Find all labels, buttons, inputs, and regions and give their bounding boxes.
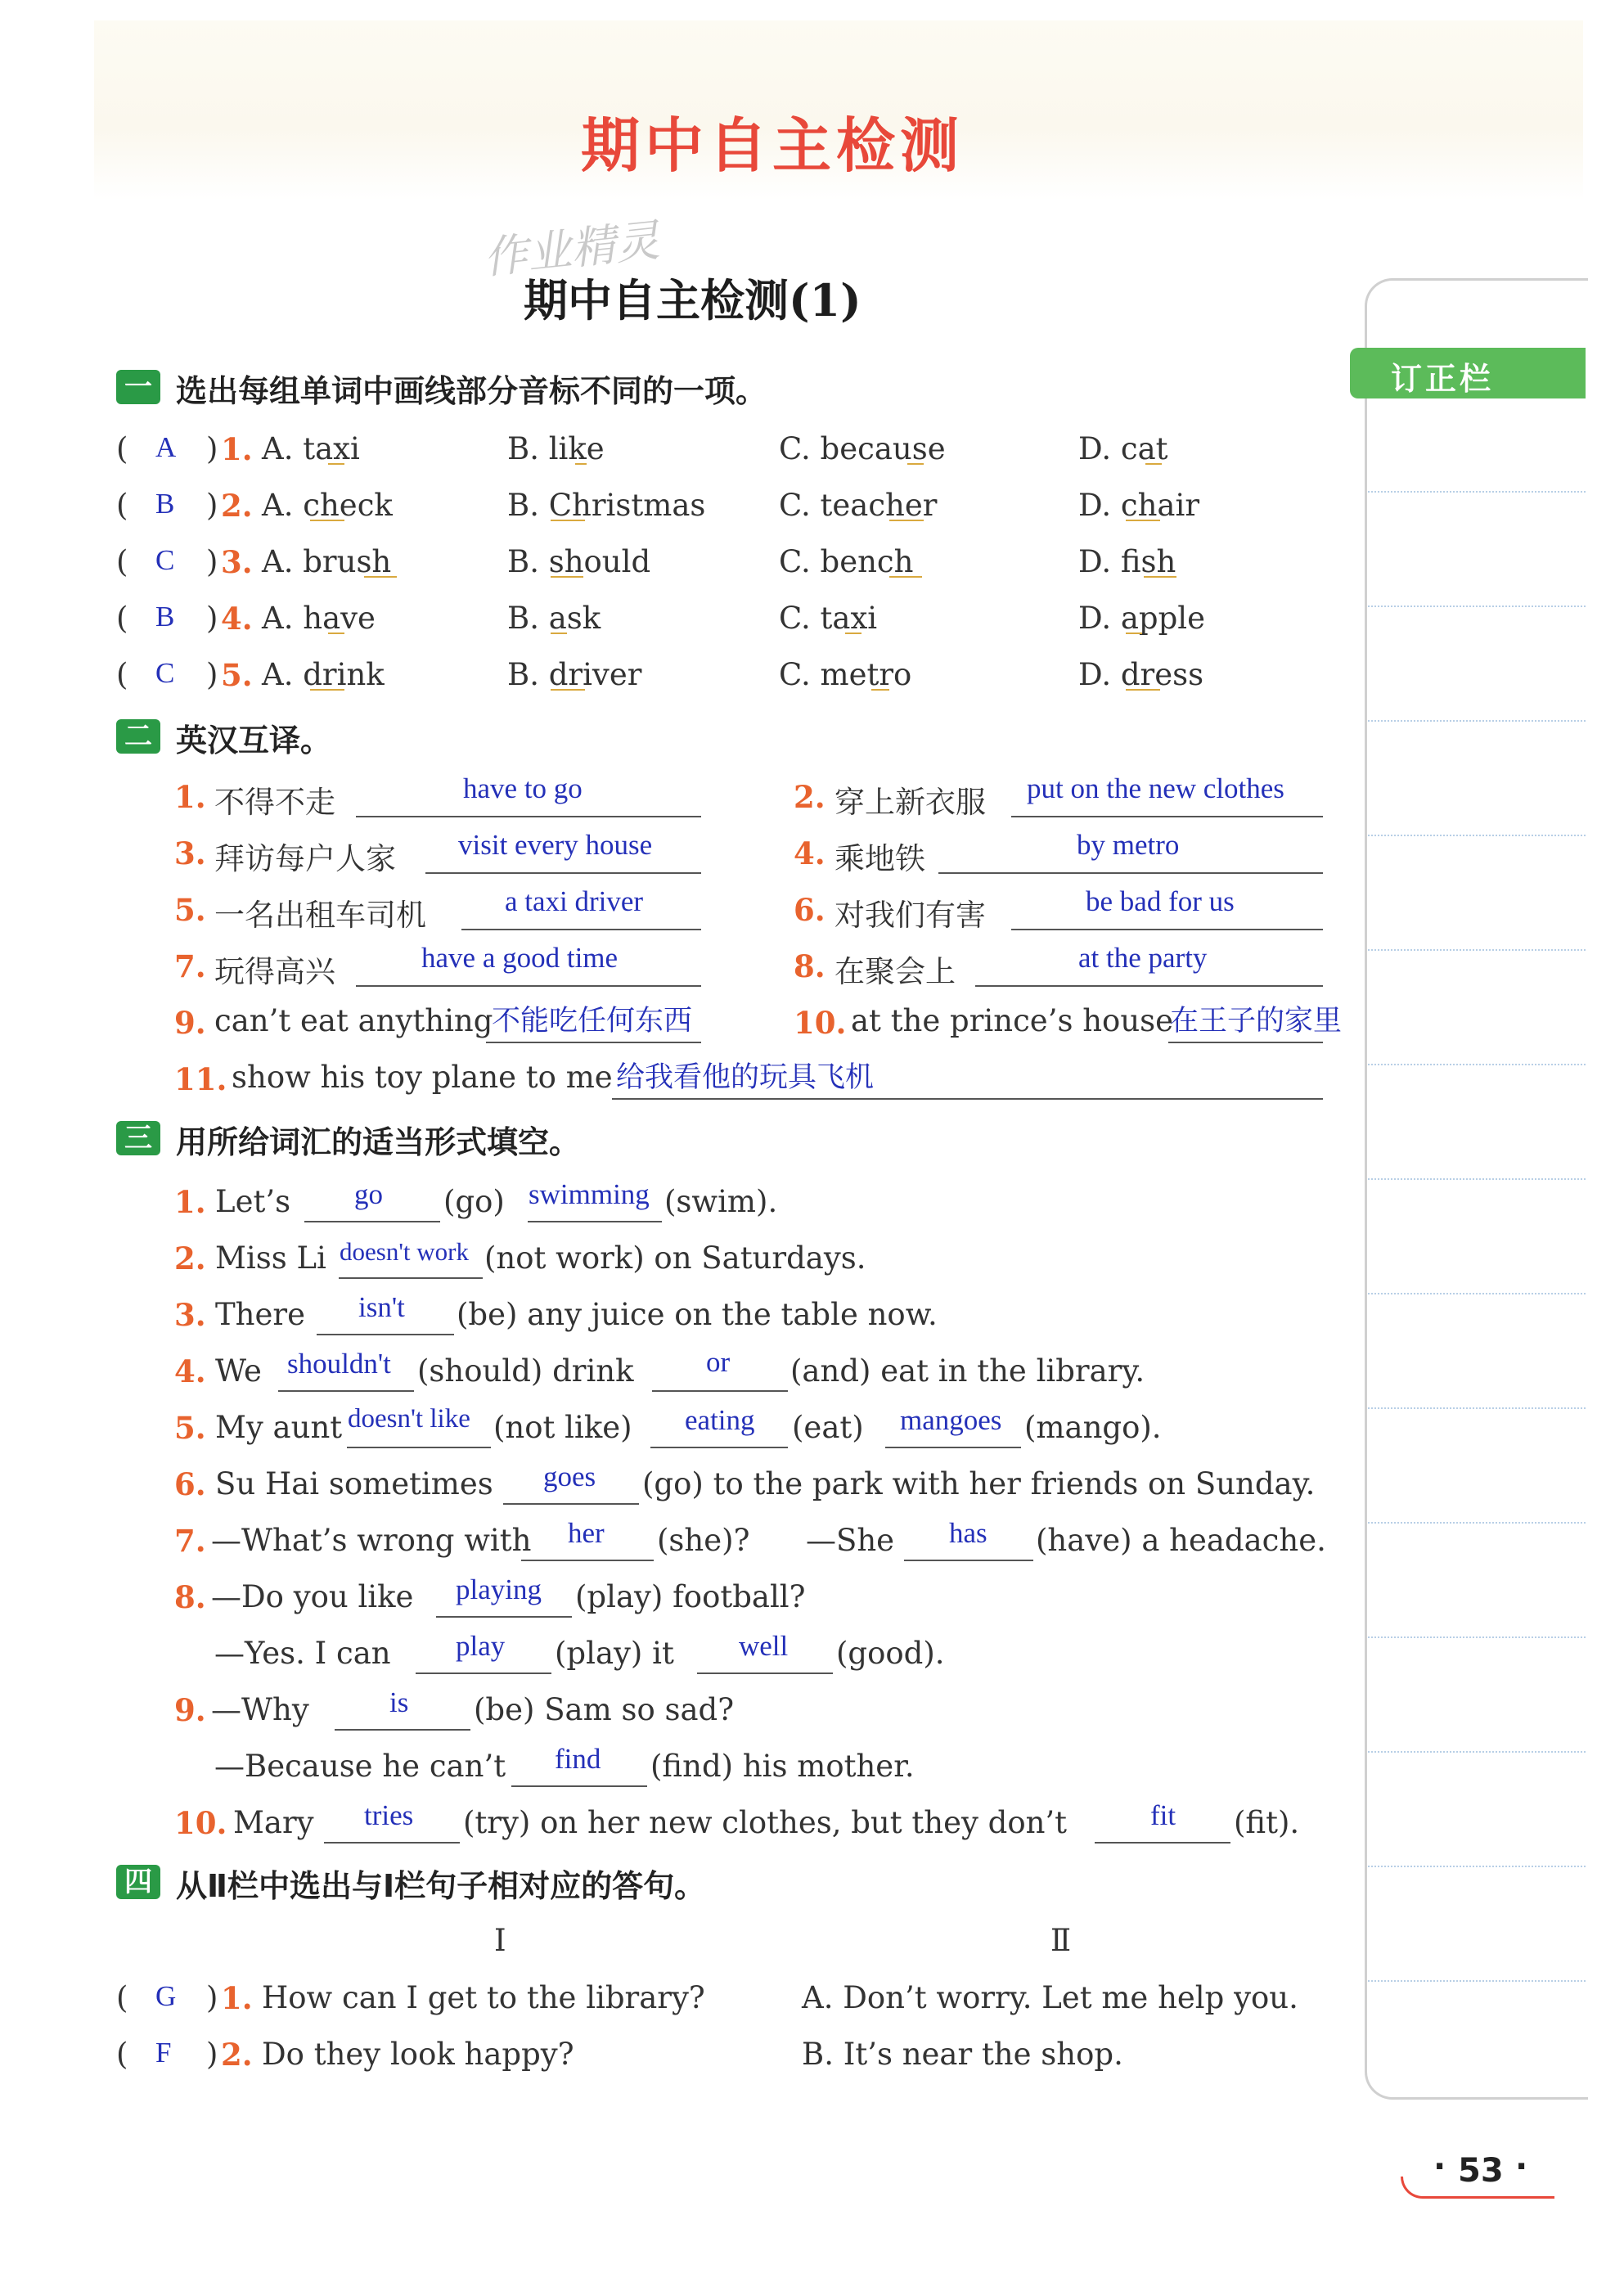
- answer: goes: [543, 1461, 596, 1492]
- answer: find: [555, 1743, 601, 1775]
- answer-blank[interactable]: [1011, 816, 1323, 817]
- sidebar-line: [1368, 491, 1586, 493]
- answer: doesn't work: [340, 1237, 469, 1266]
- sidebar-line: [1368, 1636, 1586, 1638]
- answer-blank[interactable]: [416, 1672, 551, 1674]
- answer-blank[interactable]: [304, 1221, 440, 1222]
- answer-blank[interactable]: [486, 1042, 701, 1043]
- answer-blank[interactable]: [1168, 1042, 1323, 1043]
- answer-blank[interactable]: [317, 1334, 454, 1335]
- answer-blank[interactable]: [356, 985, 701, 987]
- answer-blank[interactable]: [904, 1560, 1033, 1561]
- section-3-title: 用所给词汇的适当形式填空。: [176, 1124, 581, 1160]
- answer: shouldn't: [287, 1348, 391, 1380]
- answer-blank[interactable]: [503, 1503, 639, 1505]
- answer: mangoes: [900, 1404, 1002, 1436]
- answer-blank[interactable]: [335, 1729, 470, 1731]
- section-2-icon: 二: [116, 719, 160, 754]
- answer: have a good time: [421, 942, 619, 974]
- answer-blank[interactable]: [436, 1616, 572, 1618]
- answer: well: [739, 1630, 789, 1662]
- answer-blank[interactable]: [697, 1672, 833, 1674]
- sidebar-line: [1368, 949, 1586, 951]
- sidebar-line: [1368, 720, 1586, 722]
- answer: her: [568, 1517, 605, 1549]
- banner-title: 期中自主检测: [581, 111, 965, 180]
- answer: B: [155, 488, 175, 520]
- answer-blank[interactable]: [461, 929, 701, 930]
- answer-blank[interactable]: [650, 1447, 788, 1448]
- answer: eating: [685, 1404, 755, 1436]
- sidebar-label: 订正栏: [1391, 361, 1495, 397]
- sidebar-line: [1368, 1522, 1586, 1524]
- sidebar-line: [1368, 1866, 1586, 1867]
- section-4-icon: 四: [116, 1865, 160, 1899]
- answer: playing: [456, 1573, 542, 1605]
- section-title: 期中自主检测(1): [524, 274, 861, 326]
- answer: 不能吃任何东西: [492, 1005, 693, 1037]
- answer: 给我看他的玩具飞机: [616, 1061, 875, 1093]
- answer: C: [155, 544, 175, 576]
- answer-blank[interactable]: [511, 1785, 647, 1787]
- answer-blank[interactable]: [975, 985, 1323, 987]
- answer-blank[interactable]: [339, 1277, 483, 1279]
- section-2-title: 英汉互译。: [176, 723, 332, 759]
- answer: by metro: [1077, 829, 1180, 861]
- answer: G: [155, 1980, 177, 2012]
- answer: is: [389, 1686, 409, 1718]
- answer-blank[interactable]: [324, 1842, 460, 1844]
- sidebar-line: [1368, 1293, 1586, 1294]
- answer: F: [155, 2037, 172, 2069]
- sidebar-line: [1368, 835, 1586, 836]
- page-number: 53: [1458, 2152, 1504, 2190]
- answer-blank[interactable]: [652, 1390, 788, 1392]
- answer: a taxi driver: [505, 885, 644, 917]
- answer-blank[interactable]: [938, 872, 1323, 874]
- answer: doesn't like: [348, 1404, 470, 1434]
- column-1-header: Ⅰ: [494, 1923, 506, 1958]
- answer: be bad for us: [1086, 885, 1235, 917]
- section-3-icon: 三: [116, 1121, 160, 1155]
- answer: has: [949, 1517, 987, 1549]
- answer: B: [155, 601, 175, 633]
- answer-blank[interactable]: [521, 1560, 654, 1561]
- correction-sidebar: [1365, 278, 1588, 2100]
- column-2-header: Ⅱ: [1050, 1923, 1072, 1958]
- answer: fit: [1150, 1799, 1176, 1831]
- answer: swimming: [529, 1178, 650, 1210]
- answer-blank[interactable]: [612, 1098, 1323, 1100]
- sidebar-line: [1368, 1751, 1586, 1753]
- answer-blank[interactable]: [425, 872, 701, 874]
- answer: C: [155, 657, 175, 689]
- answer: 在王子的家里: [1170, 1005, 1343, 1037]
- answer: isn't: [358, 1291, 405, 1323]
- answer: visit every house: [458, 829, 653, 861]
- section-1-title: 选出每组单词中画线部分音标不同的一项。: [176, 373, 767, 409]
- sidebar-line: [1368, 1178, 1586, 1180]
- answer-blank[interactable]: [1095, 1842, 1230, 1844]
- answer: have to go: [463, 772, 583, 804]
- answer: A: [155, 431, 177, 463]
- sidebar-line: [1368, 1407, 1586, 1409]
- answer: or: [706, 1346, 731, 1378]
- watermark: 作业精灵: [480, 214, 663, 285]
- answer-blank[interactable]: [885, 1447, 1021, 1448]
- answer: tries: [364, 1799, 414, 1831]
- answer-blank[interactable]: [528, 1221, 662, 1222]
- answer: at the party: [1078, 942, 1208, 974]
- sidebar-line: [1368, 606, 1586, 607]
- sidebar-line: [1368, 1064, 1586, 1065]
- answer: go: [354, 1178, 383, 1210]
- sidebar-line: [1368, 1980, 1586, 1982]
- answer-blank[interactable]: [347, 1447, 491, 1448]
- section-4-title: 从Ⅱ栏中选出与Ⅰ栏句子相对应的答句。: [176, 1868, 706, 1904]
- answer-blank[interactable]: [278, 1390, 414, 1392]
- section-1-icon: 一: [116, 370, 160, 404]
- answer: play: [456, 1630, 506, 1662]
- answer: put on the new clothes: [1027, 772, 1284, 804]
- answer-blank[interactable]: [1011, 929, 1323, 930]
- answer-blank[interactable]: [356, 816, 701, 817]
